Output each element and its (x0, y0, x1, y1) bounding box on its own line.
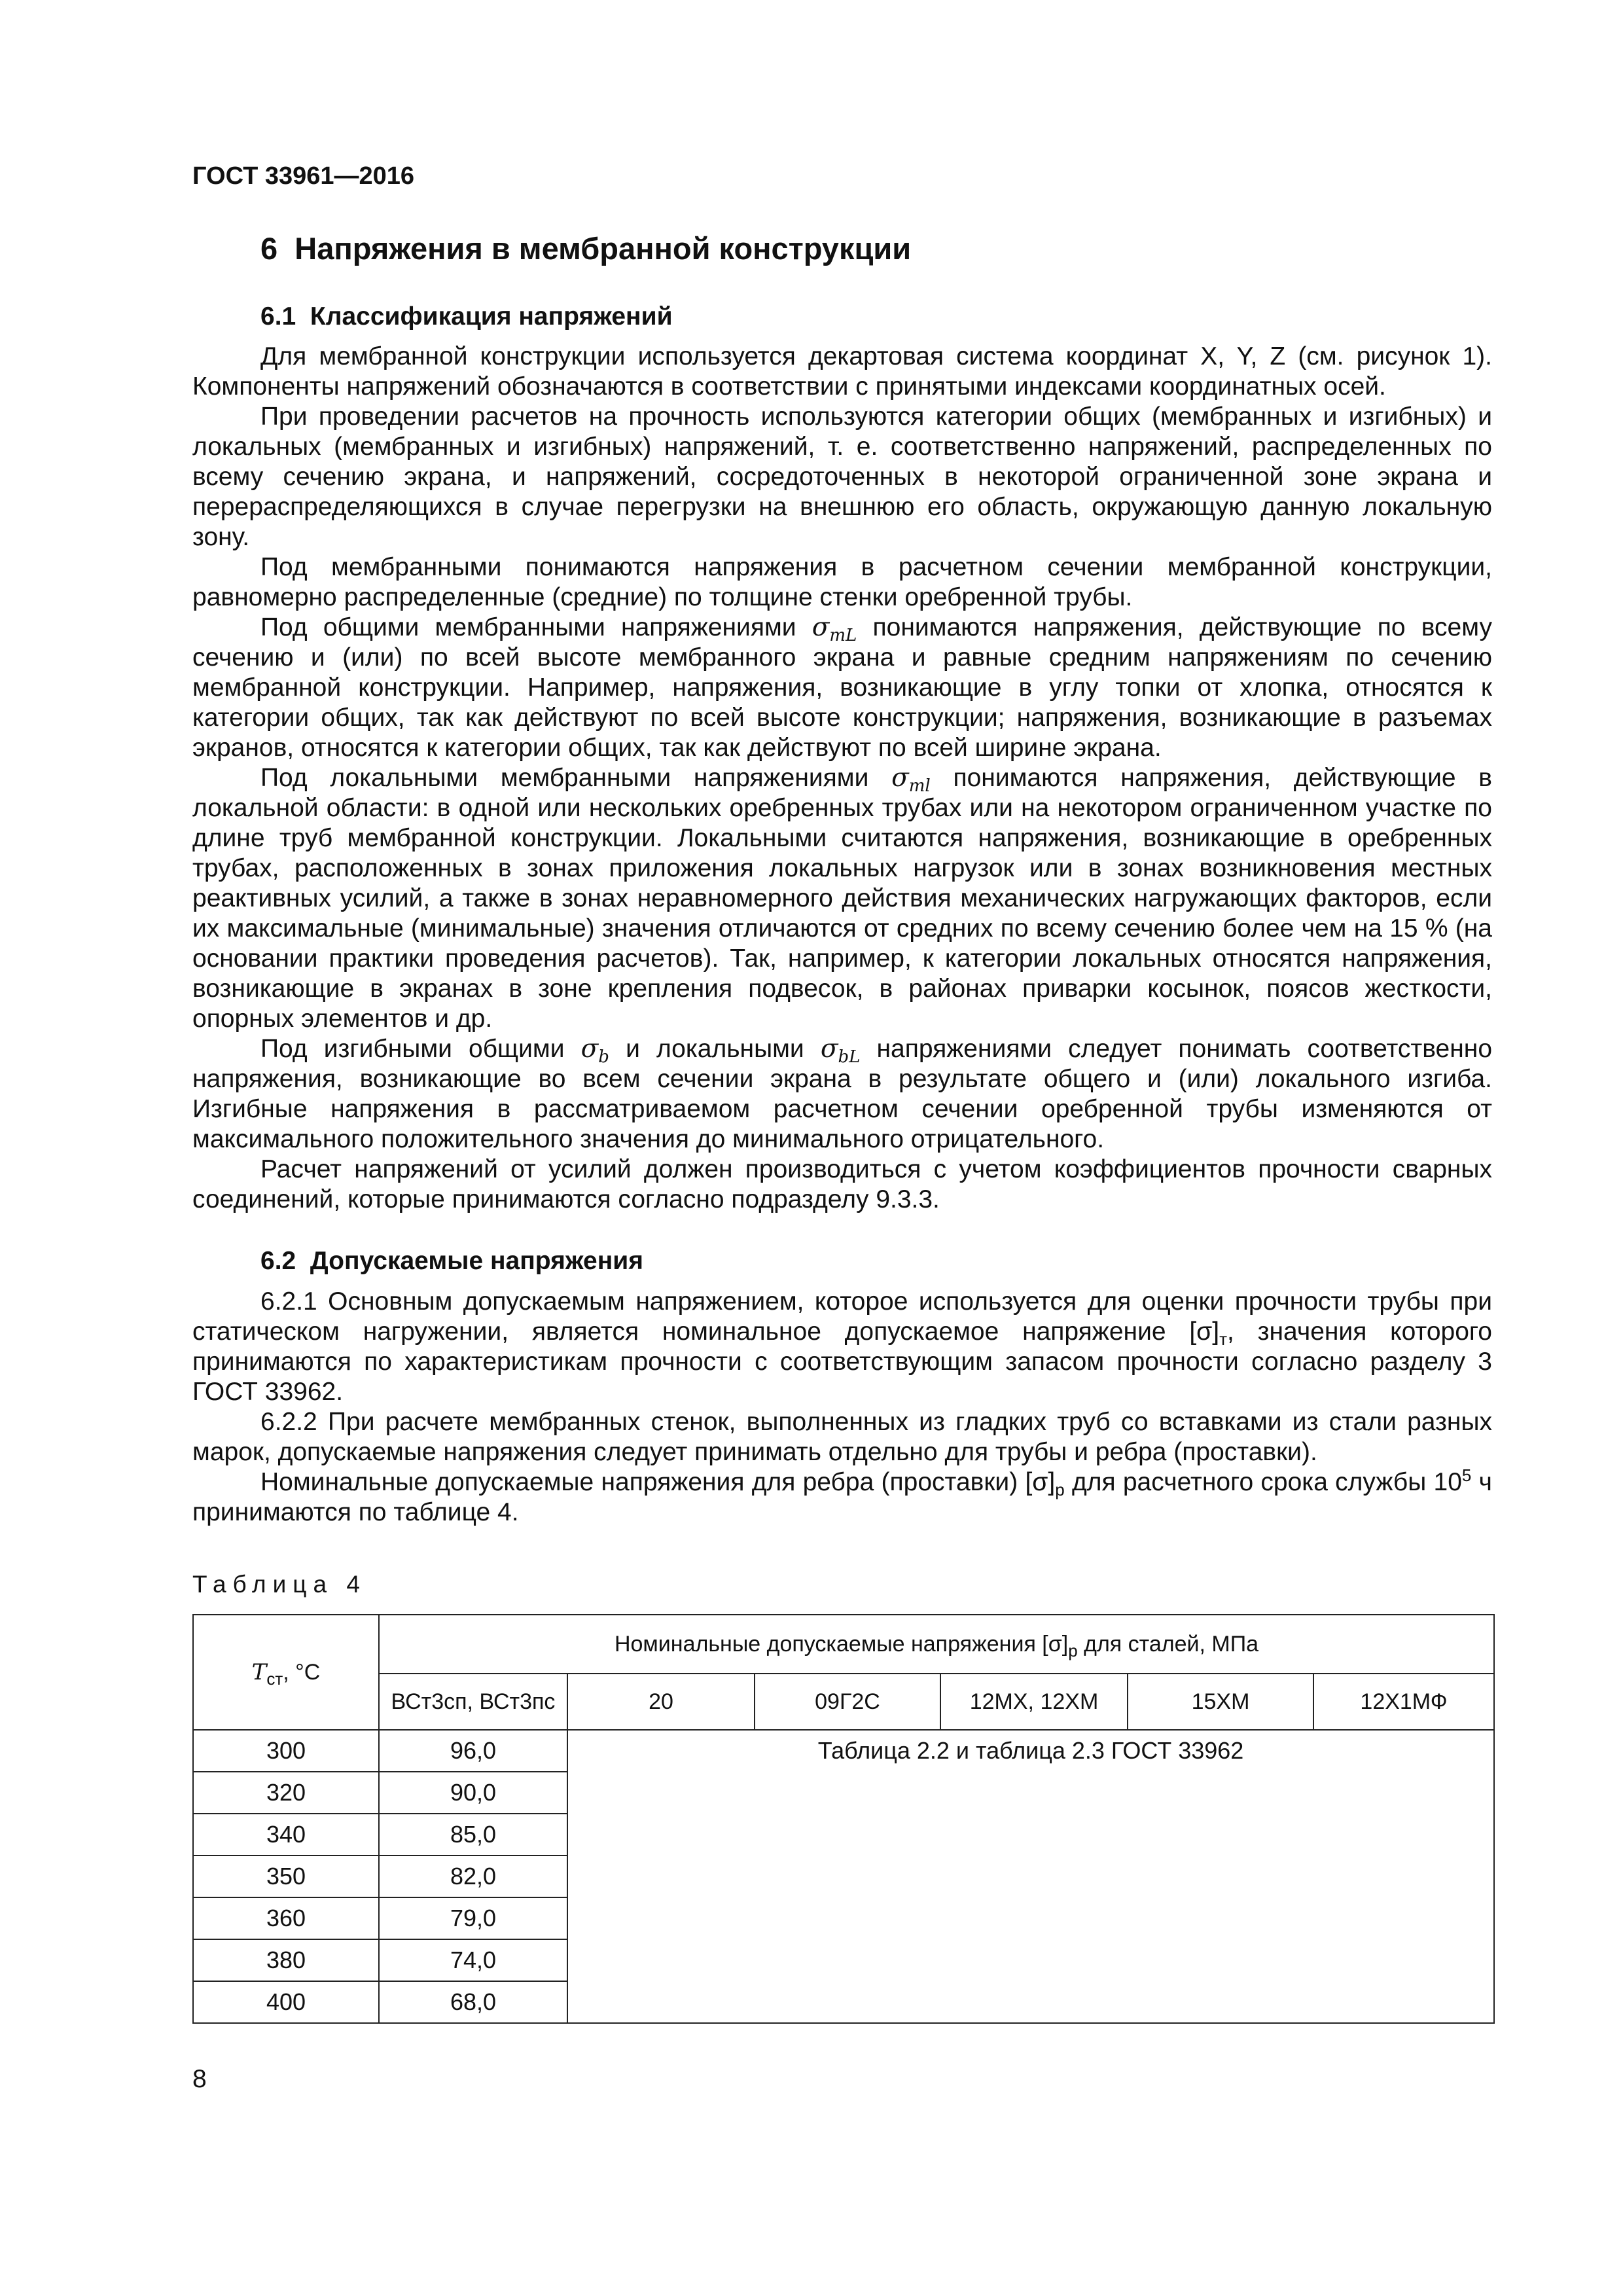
sigma-symbol: σ (891, 763, 909, 793)
temperature-cell: 380 (193, 1939, 379, 1981)
subscript-t: т (1219, 1329, 1228, 1349)
subsection-title-text: Классификация напряжений (310, 302, 673, 331)
subscript-b: b (598, 1047, 609, 1067)
stress-value-cell: 74,0 (379, 1939, 567, 1981)
paragraph (192, 1467, 1492, 1528)
paragraph-text: 6.2.1 Основным допускаемым напряжением, которое используется для оценки прочности трубы при статическом нагружении, является номинальное допускаемое напряжение [σ] (192, 1287, 1492, 1346)
subscript-ml: ml (908, 776, 931, 796)
page-number: 8 (192, 2065, 207, 2093)
paragraph-text: Под локальными мембранными напряжениями (260, 764, 869, 792)
section-title-text: Напряжения в мембранной конструкции (294, 231, 912, 266)
paragraph-text: понимаются напряжения, действующие по всему сечению и (или) по всей высоте мембранного экрана и равные средним напряжениям по сечению мембранной конструкции. Например, напряжения, возникающие в углу топки от хлопка, относятся к категории общих, так как действуют по всей высоте конструкции; напряжения, возникающие в разъемах экранов, относятся к категории общих, так как действуют по всей ширине экрана. (192, 613, 1493, 762)
temperature-cell: 340 (193, 1814, 379, 1856)
sigma-symbol: σ (820, 1034, 838, 1064)
subsection-title-text: Допускаемые напряжения (310, 1247, 643, 1275)
paragraph-text: для расчетного срока службы 10 (1071, 1468, 1462, 1496)
paragraph-text: напряжениями следует понимать соответственно напряжения, возникающие во всем сечении экрана в результате общего и (или) локального изгиба. Изгибные напряжения в рассматриваемом расчетном сечении оребренной трубы изменяются от максимального положительного значения до минимального отрицательного. (192, 1035, 1493, 1153)
steel-header: 15ХМ (1128, 1674, 1313, 1730)
stress-value-cell: 82,0 (379, 1856, 567, 1897)
steel-header: 12Х1МФ (1313, 1674, 1494, 1730)
temperature-header (193, 1615, 379, 1730)
paragraph-text: ч принимаются по таблице 4. (192, 1468, 1492, 1526)
temperature-symbol: T (251, 1659, 267, 1685)
temperature-cell: 360 (193, 1897, 379, 1939)
paragraph (192, 1287, 1492, 1407)
table-header-row (193, 1615, 1494, 1674)
paragraph: Расчет напряжений от усилий должен производиться с учетом коэффициентов прочности сварных соединений, которые принимаются согласно подразделу 9.3.3. (192, 1155, 1492, 1213)
section-number: 6 (260, 231, 278, 266)
section-6-1-body (192, 342, 1492, 1215)
group-header-subscript: р (1068, 1640, 1078, 1660)
paragraph: Для мембранной конструкции используется декартовая система координат X, Y, Z (см. рисунок 1). Компоненты напряжений обозначаются в соответствии с принятыми индексами координатных осей. (192, 342, 1492, 401)
table-steel-row (193, 1674, 1494, 1730)
temperature-subscript: ст (266, 1669, 283, 1689)
paragraph-text: и локальными (626, 1035, 804, 1063)
subsection-number: 6.1 (260, 302, 296, 331)
sigma-symbol: σ (580, 1034, 599, 1064)
group-header-text: Номинальные допускаемые напряжения [σ] (614, 1631, 1069, 1657)
paragraph: При проведении расчетов на прочность используются категории общих (мембранных и изгибных) и локальных (мембранных и изгибных) напряжений, т. е. соответственно напряжений, распределенных по всему сечению экрана, и напряжений, сосредоточенных в некоторой ограниченной зоне экрана и перераспределяющихся в случае перегрузки на внешнюю его область, окружающую данную локальную зону. (192, 403, 1492, 551)
stress-value-cell: 96,0 (379, 1730, 567, 1772)
temperature-cell: 320 (193, 1772, 379, 1814)
stress-value-cell: 85,0 (379, 1814, 567, 1856)
subscript-bL: bL (838, 1047, 861, 1067)
section-title (260, 230, 911, 266)
temperature-cell: 350 (193, 1856, 379, 1897)
stress-value-cell: 79,0 (379, 1897, 567, 1939)
paragraph-text: , значения которого принимаются по характеристикам прочности с соответствующим запасом прочности согласно разделу 3 ГОСТ 33962. (192, 1318, 1492, 1406)
stress-value-cell: 90,0 (379, 1772, 567, 1814)
group-header-text: для сталей, МПа (1084, 1631, 1259, 1657)
paragraph-text: Под общими мембранными напряжениями (260, 613, 796, 641)
subsection-title-6-1 (260, 302, 673, 331)
paragraph (192, 763, 1492, 1034)
temperature-unit: , °С (283, 1660, 321, 1685)
stress-table (192, 1614, 1495, 2024)
paragraph: 6.2.2 При расчете мембранных стенок, выполненных из гладких труб со вставками из стали разных марок, допускаемые напряжения следует принимать отдельно для трубы и ребра (проставки). (192, 1408, 1492, 1466)
steel-header: 20 (567, 1674, 755, 1730)
steel-header: ВСт3сп, ВСт3пс (379, 1674, 567, 1730)
steel-header: 12МХ, 12ХМ (940, 1674, 1128, 1730)
steel-header: 09Г2С (755, 1674, 940, 1730)
reference-note-cell: Таблица 2.2 и таблица 2.3 ГОСТ 33962 (567, 1730, 1494, 2023)
table-caption: Таблица 4 (192, 1571, 366, 1598)
subsection-title-6-2 (260, 1247, 643, 1276)
paragraph-text: Номинальные допускаемые напряжения для ребра (проставки) [σ] (260, 1468, 1056, 1496)
stress-value-cell: 68,0 (379, 1981, 567, 2023)
paragraph: Под мембранными понимаются напряжения в расчетном сечении мембранной конструкции, равномерно распределенные (средние) по толщине стенки оребренной трубы. (192, 553, 1492, 611)
paragraph (192, 1034, 1492, 1155)
table-row (193, 1730, 1494, 1772)
section-6-2-body (192, 1287, 1492, 1528)
temperature-cell: 300 (193, 1730, 379, 1772)
paragraph-text: понимаются напряжения, действующие в локальной области: в одной или нескольких оребренных трубах или на некотором ограниченном участке по длине труб мембранной конструкции. Локальными считаются напряжения, возникающие в оребренных трубах, расположенных в зонах приложения локальных нагрузок или в зонах возникновения местных реактивных усилий, а также в зонах неравномерного действия механических нагружающих факторов, если их максимальные (минимальные) значения отличаются от средних по всему сечению более чем на 15 % (на основании практики проведения расчетов). Так, например, к категории локальных относятся напряжения, возникающие в экранах в зоне крепления подвесок, в районах приварки косынок, поясов жесткости, опорных элементов и др. (192, 764, 1492, 1033)
paragraph-text: Под изгибными общими (260, 1035, 565, 1063)
stress-group-header (379, 1615, 1494, 1674)
temperature-cell: 400 (193, 1981, 379, 2023)
standard-header: ГОСТ 33961—2016 (192, 162, 415, 190)
superscript-5: 5 (1461, 1465, 1472, 1485)
subscript-p: р (1055, 1480, 1065, 1499)
subsection-number: 6.2 (260, 1247, 296, 1275)
sigma-symbol: σ (812, 613, 830, 642)
subscript-mL: mL (829, 626, 857, 645)
paragraph (192, 613, 1492, 763)
